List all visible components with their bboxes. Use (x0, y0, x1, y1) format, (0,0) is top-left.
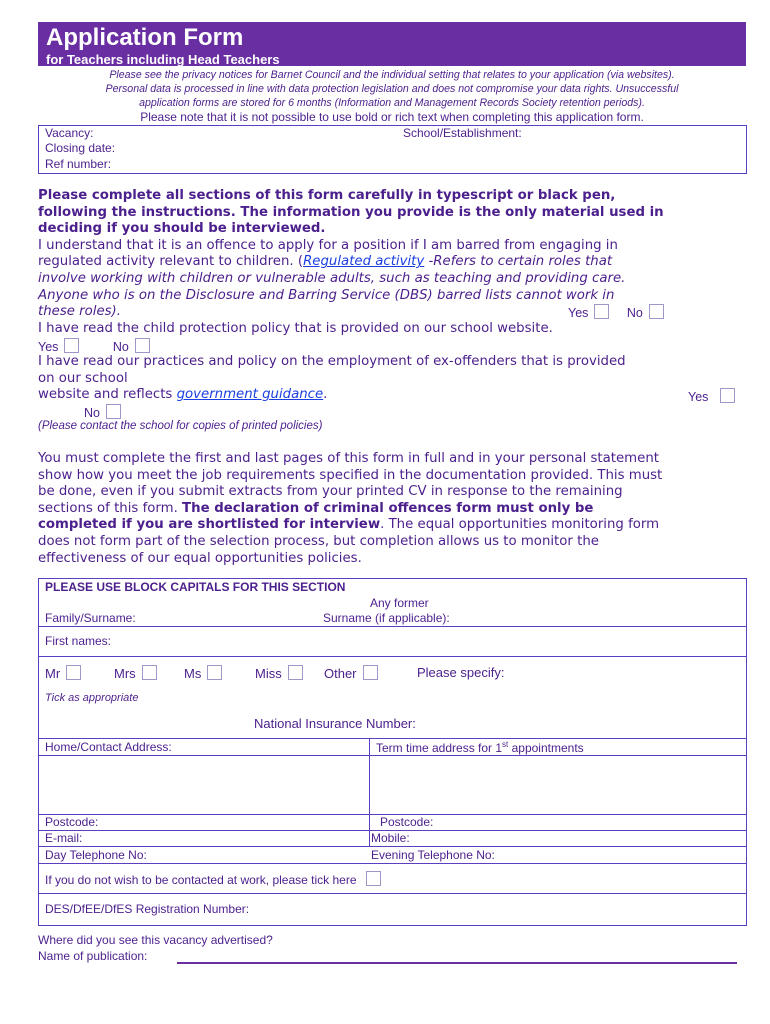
privacy-line: Please see the privacy notices for Barnet Council and the individual setting that relates to your application (via websites). (109, 69, 675, 81)
q2-no-checkbox[interactable] (135, 338, 150, 353)
regulated-activity-link[interactable]: Regulated activity (303, 254, 425, 270)
tick-note: Tick as appropriate (45, 692, 139, 704)
q1-no-checkbox[interactable] (649, 304, 664, 319)
ni-number-field[interactable]: National Insurance Number: (254, 716, 416, 731)
title-label: Mrs (114, 666, 136, 681)
term-address-text: Term time address for 1 (376, 741, 503, 755)
privacy-notice (38, 68, 746, 110)
school-field[interactable]: School/Establishment: (403, 126, 522, 140)
yes-label: Yes (38, 340, 59, 354)
form-header (38, 22, 746, 66)
block-capitals-heading: PLEASE USE BLOCK CAPITALS FOR THIS SECTION (45, 580, 346, 594)
mr-checkbox[interactable] (66, 665, 81, 680)
title-mr (45, 665, 81, 681)
paragraph-line: show how you meet the job requirements specified in the documentation provided. This must (38, 467, 663, 483)
title-miss (255, 665, 303, 681)
vacancy-box (38, 125, 747, 174)
q3-no-checkbox[interactable] (106, 404, 121, 419)
no-label: No (626, 306, 643, 320)
form-title: Application Form (46, 24, 244, 51)
miss-checkbox[interactable] (288, 665, 303, 680)
rich-text-note: Please note that it is not possible to use bold or rich text when completing this application form. (140, 110, 644, 124)
title-ms (184, 665, 222, 681)
day-phone-field[interactable]: Day Telephone No: (45, 848, 147, 862)
other-checkbox[interactable] (363, 665, 378, 680)
instruction-line: I have read our practices and policy on the employment of ex-offenders that is provided (38, 353, 626, 369)
postcode-left-field[interactable]: Postcode: (45, 815, 99, 829)
yes-label: Yes (568, 306, 589, 320)
title-label: Mr (45, 666, 61, 681)
government-guidance-link[interactable]: government guidance (176, 387, 324, 403)
q1-yes-checkbox[interactable] (594, 304, 609, 319)
divider (38, 846, 746, 847)
term-address-label (376, 740, 584, 755)
ms-checkbox[interactable] (207, 665, 222, 680)
q3-yes (688, 388, 735, 404)
divider (38, 893, 746, 894)
instruction-line: Please complete all sections of this form carefully in typescript or black pen, (38, 188, 616, 203)
instruction-line: I have read the child protection policy that is provided on our school website. (38, 320, 553, 336)
privacy-line: Personal data is processed in line with data protection legislation and does not compromise your data rights. Unsuccessful (105, 83, 679, 95)
paragraph-line: You must complete the first and last pages of this form in full and in your personal statement (38, 451, 659, 466)
privacy-line: application forms are stored for 6 months (Information and Management Records Society retention periods). (139, 97, 645, 109)
q2-yes-checkbox[interactable] (64, 338, 79, 353)
paragraph-text: completed if you are shortlisted for interview (38, 517, 381, 533)
q3-yes-checkbox[interactable] (720, 388, 735, 403)
divider (38, 626, 746, 627)
instruction-text: . (323, 387, 328, 403)
instruction-text: regulated activity relevant to children. ( (38, 254, 304, 270)
yes-label: Yes (688, 390, 709, 404)
paragraph-line: effectiveness of our equal opportunities policies. (38, 550, 362, 566)
instruction-line: involve working with children or vulnerable adults, such as teaching and providing care. (38, 270, 626, 286)
home-address-input[interactable] (40, 757, 367, 812)
divider (38, 656, 746, 657)
completion-paragraph (38, 451, 748, 567)
instruction-line: deciding if you should be interviewed. (38, 221, 326, 237)
vacancy-field[interactable]: Vacancy: (45, 126, 94, 140)
paragraph-line: be done, even if you submit extracts from your printed CV in response to the remaining (38, 484, 623, 500)
title-label: Miss (255, 666, 282, 681)
family-surname-field[interactable]: Family/Surname: (45, 611, 136, 625)
q2-yes-no (38, 338, 150, 354)
q3-no (84, 404, 121, 420)
instruction-line: these roles). (38, 304, 121, 320)
closing-date-field[interactable]: Closing date: (45, 141, 116, 155)
term-address-input[interactable] (371, 757, 744, 812)
paragraph-line: does not form part of the selection process, but completion allows us to monitor the (38, 533, 599, 549)
no-label: No (112, 340, 129, 354)
q1-yes-no (568, 304, 664, 320)
contact-work-row (45, 871, 381, 887)
former-surname-field[interactable]: Surname (if applicable): (323, 611, 450, 625)
contact-work-checkbox[interactable] (366, 871, 381, 886)
instruction-text: -Refers to certain roles that (424, 254, 613, 270)
any-former-label: Any former (370, 596, 429, 610)
mobile-field[interactable]: Mobile: (371, 831, 410, 845)
first-names-field[interactable]: First names: (45, 634, 112, 648)
home-address-label: Home/Contact Address: (45, 740, 172, 754)
contact-work-label: If you do not wish to be contacted at work, please tick here (45, 873, 357, 887)
no-label: No (84, 406, 100, 420)
paragraph-text: sections of this form. (38, 500, 183, 516)
paragraph-text: . The equal opportunities monitoring form (380, 517, 660, 533)
instruction-line: Anyone who is on the Disclosure and Barring Service (DBS) barred lists cannot work in (38, 287, 615, 303)
term-address-sup: st (502, 740, 509, 749)
instruction-line: following the instructions. The information you provide is the only material used in (38, 204, 664, 220)
publication-label: Name of publication: (38, 949, 148, 963)
title-label: Other (324, 666, 357, 681)
paragraph-text: The declaration of criminal offences form must only be (182, 500, 594, 516)
contact-school-note: (Please contact the school for copies of printed policies) (38, 420, 323, 432)
title-mrs (114, 665, 157, 681)
divider (38, 755, 746, 756)
vacancy-source-question: Where did you see this vacancy advertised? (38, 933, 273, 947)
publication-input-line[interactable] (177, 962, 737, 964)
instructions (38, 188, 748, 404)
divider (38, 863, 746, 864)
title-other (324, 665, 378, 681)
instruction-line: on our school (38, 370, 128, 386)
mrs-checkbox[interactable] (142, 665, 157, 680)
form-subtitle: for Teachers including Head Teachers (46, 52, 280, 67)
evening-phone-field[interactable]: Evening Telephone No: (371, 848, 495, 862)
postcode-right-field[interactable]: Postcode: (380, 815, 434, 829)
divider (38, 738, 746, 739)
registration-number-field[interactable]: DES/DfEE/DfES Registration Number: (45, 902, 250, 916)
instruction-line: I understand that it is an offence to apply for a position if I am barred from engaging in (38, 237, 618, 253)
please-specify-field[interactable]: Please specify: (417, 665, 505, 680)
ref-number-field[interactable]: Ref number: (45, 157, 112, 171)
term-address-text: appointments (508, 741, 584, 755)
title-label: Ms (184, 666, 202, 681)
instruction-text: website and reflects (38, 387, 177, 403)
email-field[interactable]: E-mail: (45, 831, 83, 845)
